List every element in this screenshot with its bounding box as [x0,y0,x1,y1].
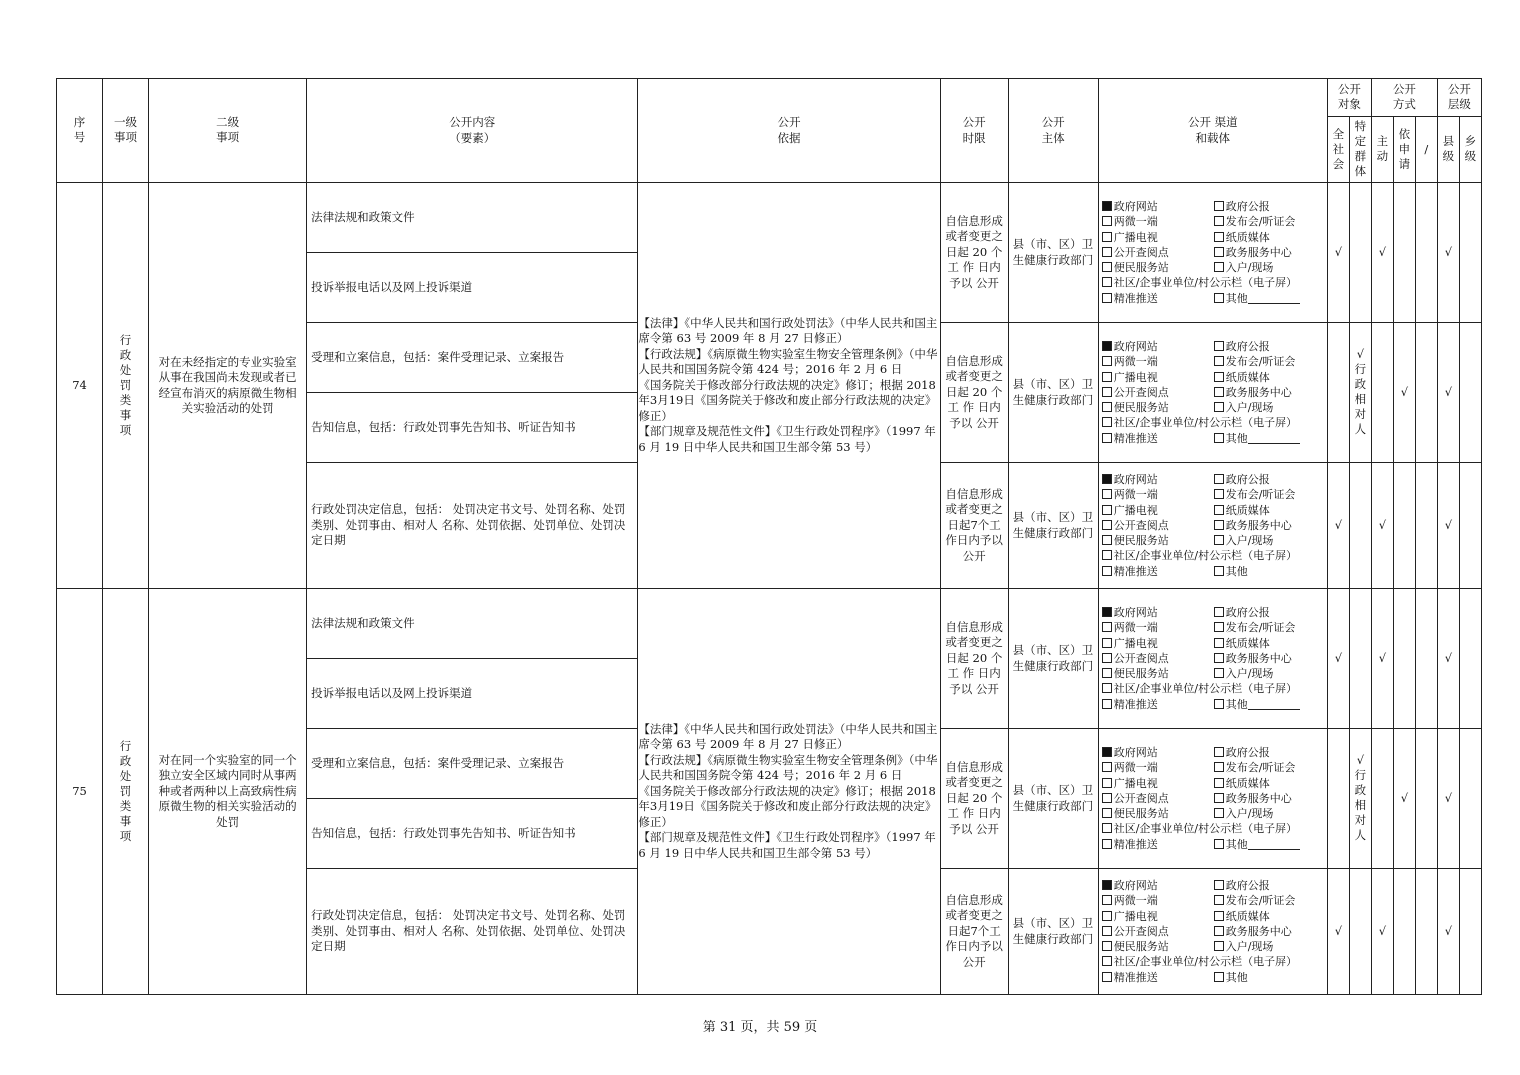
checkbox-icon [1214,808,1224,818]
checkbox-icon [1214,880,1224,890]
mark-specific [1349,589,1371,729]
mark-county: √ [1437,729,1459,869]
mark-specific [1349,463,1371,589]
checkbox-icon [1102,341,1112,351]
mark-specific: √行政相对人 [1349,323,1371,463]
checkbox-icon [1214,941,1224,951]
channel-option: 发布会/听证会 [1214,214,1314,229]
row-time: 自信息形成或者变更之日起7个工作日内予以公开 [940,463,1008,589]
row-time: 自信息形成或者变更之日起 20 个工 作 日内 予以 公开 [940,729,1008,869]
header-method-apply: 依申请 [1393,117,1415,183]
mark-specific [1349,869,1371,995]
channel-option: 政务服务中心 [1214,924,1314,939]
header-method-group: 公开方式 [1371,79,1437,117]
row-time: 自信息形成或者变更之日起 20 个工 作 日内 予以 公开 [940,589,1008,729]
channel-option: 入户/现场 [1214,260,1314,275]
checkbox-icon [1102,417,1112,427]
checkbox-icon [1214,972,1224,982]
checkbox-icon [1214,839,1224,849]
checkbox-icon [1102,402,1112,412]
mark-town [1459,589,1481,729]
checkbox-icon [1102,216,1112,226]
blank-line [1248,433,1300,444]
checkbox-icon [1214,387,1224,397]
channel-option: 两微一端 [1102,487,1214,502]
checkbox-icon [1102,956,1112,966]
mark-slash [1415,589,1437,729]
channel-option: 纸质媒体 [1214,230,1314,245]
channel-list [1099,472,1327,579]
mark-apply: √ [1393,729,1415,869]
checkbox-icon [1102,566,1112,576]
channel-option: 公开查阅点 [1102,518,1214,533]
channel-option: 其他 [1214,697,1314,712]
checkbox-icon [1102,926,1112,936]
channel-option: 政府网站 [1102,878,1214,893]
channel-option: 便民服务站 [1102,939,1214,954]
mark-town [1459,869,1481,995]
mark-county: √ [1437,323,1459,463]
row-channels [1098,463,1327,589]
row-subject: 县（市、区）卫 生健康行政部门 [1008,463,1098,589]
channel-option: 精准推送 [1102,837,1214,852]
row-level1: 行政处罚类事项 [103,183,149,589]
checkbox-icon [1102,622,1112,632]
channel-list [1099,339,1327,446]
row-basis: 【法律】《中华人民共和国行政处罚法》（中华人民共和国主席令第 63 号 2009 年 8 月 27 日修正） 【行政法规】《病原微生物实验室生物安全管理条例》（中华人民共和国国务院令第 424 号；2016 年 2 月 6 日 《国务院关于修改部分行政法规的决定》修订；根据 2018 年3月19日《国务院关于修改和废止部分行政法规的决定》修正） 【部门规章及规范性文件】《卫生行政处罚程序》（1997 年 6 月 19 日中华人民共和国卫生部令第 53 号） [638,183,940,589]
row-subject: 县（市、区）卫 生健康行政部门 [1008,869,1098,995]
checkbox-icon [1214,341,1224,351]
header-basis: 公开 依据 [638,79,940,183]
mark-active [1371,729,1393,869]
header-level-town: 乡级 [1459,117,1481,183]
channel-option: 政府网站 [1102,605,1214,620]
row-level1: 行政处罚类事项 [103,589,149,995]
checkbox-icon [1102,793,1112,803]
checkbox-icon [1214,747,1224,757]
channel-option: 社区/企事业单位/村公示栏（电子屏） [1102,681,1314,696]
checkbox-icon [1102,699,1112,709]
row-content: 法律法规和政策文件 [307,589,638,659]
channel-option: 入户/现场 [1214,533,1314,548]
checkbox-icon [1102,535,1112,545]
checkbox-icon [1214,699,1224,709]
mark-county: √ [1437,589,1459,729]
channel-option: 政务服务中心 [1214,385,1314,400]
channel-option: 公开查阅点 [1102,245,1214,260]
channel-list [1099,878,1327,985]
row-content: 投诉举报电话以及网上投诉渠道 [307,253,638,323]
channel-option: 广播电视 [1102,909,1214,924]
checkbox-icon [1214,372,1224,382]
checkbox-icon [1102,895,1112,905]
channel-option: 其他 [1214,837,1314,852]
channel-option: 发布会/听证会 [1214,487,1314,502]
mark-county: √ [1437,183,1459,323]
row-level2: 对在未经指定的专业实验室从事在我国尚未发现或者已经宣布消灭的病原微生物相关实验活动的处罚 [149,183,307,589]
mark-slash [1415,463,1437,589]
channel-option: 精准推送 [1102,291,1214,306]
mark-specific: √行政相对人 [1349,729,1371,869]
channel-list [1099,199,1327,306]
checkbox-icon [1102,653,1112,663]
mark-specific [1349,183,1371,323]
channel-option: 入户/现场 [1214,939,1314,954]
row-content: 告知信息，包括：行政处罚事先告知书、听证告知书 [307,799,638,869]
channel-option: 社区/企事业单位/村公示栏（电子屏） [1102,415,1314,430]
checkbox-icon [1102,201,1112,211]
channel-option: 政府网站 [1102,472,1214,487]
checkbox-icon [1102,808,1112,818]
channel-option: 公开查阅点 [1102,791,1214,806]
mark-town [1459,729,1481,869]
mark-all: √ [1327,463,1349,589]
checkbox-icon [1102,911,1112,921]
channel-option: 入户/现场 [1214,666,1314,681]
channel-option: 纸质媒体 [1214,370,1314,385]
channel-option: 政府公报 [1214,605,1314,620]
channel-option: 政府公报 [1214,199,1314,214]
row-subject: 县（市、区）卫 生健康行政部门 [1008,183,1098,323]
header-level2: 二级事项 [149,79,307,183]
table-row [57,589,1482,659]
channel-option: 便民服务站 [1102,806,1214,821]
channel-option: 其他 [1214,291,1314,306]
row-channels [1098,729,1327,869]
mark-all: √ [1327,589,1349,729]
header-level-group: 公开层级 [1437,79,1481,117]
checkbox-icon [1102,668,1112,678]
mark-county: √ [1437,463,1459,589]
mark-all: √ [1327,869,1349,995]
mark-all [1327,729,1349,869]
checkbox-icon [1102,638,1112,648]
checkbox-icon [1214,668,1224,678]
checkbox-icon [1102,372,1112,382]
channel-option: 两微一端 [1102,893,1214,908]
header-seq: 序号 [57,79,103,183]
mark-town [1459,323,1481,463]
channel-option: 政府网站 [1102,745,1214,760]
header-target-all: 全社会 [1327,117,1349,183]
checkbox-icon [1214,262,1224,272]
table-body [57,183,1482,995]
channel-option: 便民服务站 [1102,260,1214,275]
channel-option: 公开查阅点 [1102,385,1214,400]
checkbox-icon [1102,972,1112,982]
channel-option: 发布会/听证会 [1214,893,1314,908]
row-channels [1098,183,1327,323]
checkbox-icon [1102,247,1112,257]
mark-town [1459,183,1481,323]
checkbox-icon [1102,433,1112,443]
mark-apply [1393,869,1415,995]
channel-option: 政府公报 [1214,745,1314,760]
mark-active: √ [1371,463,1393,589]
checkbox-icon [1214,201,1224,211]
channel-option: 精准推送 [1102,970,1214,985]
row-content: 行政处罚决定信息，包括： 处罚决定书文号、处罚名称、处罚类别、处罚事由、相对人 名称、处罚依据、处罚单位、处罚决定日期 [307,463,638,589]
channel-option: 广播电视 [1102,503,1214,518]
row-subject: 县（市、区）卫 生健康行政部门 [1008,323,1098,463]
checkbox-icon [1214,520,1224,530]
mark-active: √ [1371,183,1393,323]
checkbox-icon [1102,823,1112,833]
channel-option: 其他 [1214,431,1314,446]
checkbox-icon [1102,607,1112,617]
channel-option: 社区/企事业单位/村公示栏（电子屏） [1102,821,1314,836]
channel-option: 政务服务中心 [1214,791,1314,806]
channel-option: 两微一端 [1102,354,1214,369]
channel-option: 广播电视 [1102,370,1214,385]
row-channels [1098,323,1327,463]
channel-option: 入户/现场 [1214,400,1314,415]
channel-option: 纸质媒体 [1214,909,1314,924]
channel-option: 其他 [1214,564,1314,579]
header-level1: 一级事项 [103,79,149,183]
mark-all: √ [1327,183,1349,323]
channel-option: 广播电视 [1102,776,1214,791]
checkbox-icon [1214,778,1224,788]
channel-option: 两微一端 [1102,214,1214,229]
mark-apply [1393,183,1415,323]
row-subject: 县（市、区）卫 生健康行政部门 [1008,729,1098,869]
row-content: 受理和立案信息，包括：案件受理记录、立案报告 [307,323,638,393]
row-seq: 75 [57,589,103,995]
checkbox-icon [1214,232,1224,242]
channel-option: 政府公报 [1214,472,1314,487]
row-content: 受理和立案信息，包括：案件受理记录、立案报告 [307,729,638,799]
channel-option: 精准推送 [1102,564,1214,579]
channel-option: 精准推送 [1102,431,1214,446]
checkbox-icon [1102,747,1112,757]
header-target-group: 公开对象 [1327,79,1371,117]
channel-option: 两微一端 [1102,760,1214,775]
header-time: 公开 时限 [940,79,1008,183]
mark-slash [1415,869,1437,995]
channel-option: 政务服务中心 [1214,651,1314,666]
channel-option: 广播电视 [1102,230,1214,245]
mark-active: √ [1371,869,1393,995]
channel-option: 广播电视 [1102,636,1214,651]
channel-option: 便民服务站 [1102,400,1214,415]
checkbox-icon [1214,926,1224,936]
header-level-county: 县级 [1437,117,1459,183]
row-content: 投诉举报电话以及网上投诉渠道 [307,659,638,729]
checkbox-icon [1102,520,1112,530]
mark-slash [1415,183,1437,323]
channel-option: 发布会/听证会 [1214,354,1314,369]
row-basis: 【法律】《中华人民共和国行政处罚法》（中华人民共和国主席令第 63 号 2009 年 8 月 27 日修正） 【行政法规】《病原微生物实验室生物安全管理条例》（中华人民共和国国务院令第 424 号；2016 年 2 月 6 日 《国务院关于修改部分行政法规的决定》修订；根据 2018 年3月19日《国务院关于修改和废止部分行政法规的决定》修正） 【部门规章及规范性文件】《卫生行政处罚程序》（1997 年 6 月 19 日中华人民共和国卫生部令第 53 号） [638,589,940,995]
channel-option: 政府公报 [1214,339,1314,354]
checkbox-icon [1214,247,1224,257]
row-seq: 74 [57,183,103,589]
channel-list [1099,605,1327,712]
mark-apply: √ [1393,323,1415,463]
checkbox-icon [1214,356,1224,366]
checkbox-icon [1102,683,1112,693]
channel-option: 纸质媒体 [1214,776,1314,791]
channel-option: 政府网站 [1102,339,1214,354]
checkbox-icon [1214,433,1224,443]
row-level2: 对在同一个实验室的同一个独立安全区域内同时从事两种或者两种以上高致病性病原微生物的相关实验活动的处罚 [149,589,307,995]
channel-option: 政务服务中心 [1214,518,1314,533]
row-channels [1098,869,1327,995]
mark-active [1371,323,1393,463]
channel-option: 公开查阅点 [1102,651,1214,666]
checkbox-icon [1214,535,1224,545]
checkbox-icon [1102,880,1112,890]
mark-county: √ [1437,869,1459,995]
checkbox-icon [1214,622,1224,632]
blank-line [1248,699,1300,710]
blank-line [1248,839,1300,850]
checkbox-icon [1102,474,1112,484]
checkbox-icon [1102,489,1112,499]
checkbox-icon [1102,550,1112,560]
header-subject: 公开 主体 [1008,79,1098,183]
channel-option: 社区/企事业单位/村公示栏（电子屏） [1102,275,1314,290]
checkbox-icon [1102,293,1112,303]
channel-option: 便民服务站 [1102,666,1214,681]
checkbox-icon [1102,387,1112,397]
row-time: 自信息形成或者变更之日起7个工作日内予以公开 [940,869,1008,995]
row-subject: 县（市、区）卫 生健康行政部门 [1008,589,1098,729]
checkbox-icon [1214,505,1224,515]
row-content: 告知信息，包括：行政处罚事先告知书、听证告知书 [307,393,638,463]
channel-option: 政府公报 [1214,878,1314,893]
checkbox-icon [1214,566,1224,576]
checkbox-icon [1214,402,1224,412]
channel-option: 公开查阅点 [1102,924,1214,939]
checkbox-icon [1214,474,1224,484]
channel-option: 社区/企事业单位/村公示栏（电子屏） [1102,954,1314,969]
mark-slash [1415,323,1437,463]
channel-option: 便民服务站 [1102,533,1214,548]
channel-option: 其他 [1214,970,1314,985]
mark-active: √ [1371,589,1393,729]
checkbox-icon [1102,762,1112,772]
channel-list [1099,745,1327,852]
mark-town [1459,463,1481,589]
header-content: 公开内容 （要素） [307,79,638,183]
channel-option: 两微一端 [1102,620,1214,635]
checkbox-icon [1214,895,1224,905]
checkbox-icon [1214,607,1224,617]
blank-line [1248,293,1300,304]
disclosure-table [56,78,1482,995]
channel-option: 纸质媒体 [1214,503,1314,518]
checkbox-icon [1214,489,1224,499]
checkbox-icon [1102,356,1112,366]
row-content: 行政处罚决定信息，包括： 处罚决定书文号、处罚名称、处罚类别、处罚事由、相对人 名称、处罚依据、处罚单位、处罚决定日期 [307,869,638,995]
row-content: 法律法规和政策文件 [307,183,638,253]
mark-all [1327,323,1349,463]
row-time: 自信息形成或者变更之日起 20 个工 作 日内 予以 公开 [940,323,1008,463]
checkbox-icon [1102,262,1112,272]
checkbox-icon [1102,505,1112,515]
header-slash: / [1415,117,1437,183]
header-channel: 公开 渠道 和载体 [1098,79,1327,183]
mark-apply [1393,589,1415,729]
channel-option: 政务服务中心 [1214,245,1314,260]
header-target-specific: 特定群体 [1349,117,1371,183]
checkbox-icon [1214,638,1224,648]
channel-option: 发布会/听证会 [1214,620,1314,635]
checkbox-icon [1102,778,1112,788]
checkbox-icon [1214,762,1224,772]
row-channels [1098,589,1327,729]
checkbox-icon [1102,232,1112,242]
checkbox-icon [1214,911,1224,921]
row-time: 自信息形成或者变更之日起 20 个工 作 日内 予以 公开 [940,183,1008,323]
header-method-active: 主动 [1371,117,1393,183]
channel-option: 政府网站 [1102,199,1214,214]
channel-option: 纸质媒体 [1214,636,1314,651]
mark-slash [1415,729,1437,869]
table-row [57,183,1482,253]
checkbox-icon [1214,216,1224,226]
channel-option: 发布会/听证会 [1214,760,1314,775]
checkbox-icon [1214,653,1224,663]
checkbox-icon [1102,941,1112,951]
checkbox-icon [1214,793,1224,803]
mark-apply [1393,463,1415,589]
channel-option: 社区/企事业单位/村公示栏（电子屏） [1102,548,1314,563]
channel-option: 入户/现场 [1214,806,1314,821]
page-footer: 第 31 页，共 59 页 [702,1020,818,1035]
checkbox-icon [1102,277,1112,287]
checkbox-icon [1102,839,1112,849]
checkbox-icon [1214,293,1224,303]
channel-option: 精准推送 [1102,697,1214,712]
